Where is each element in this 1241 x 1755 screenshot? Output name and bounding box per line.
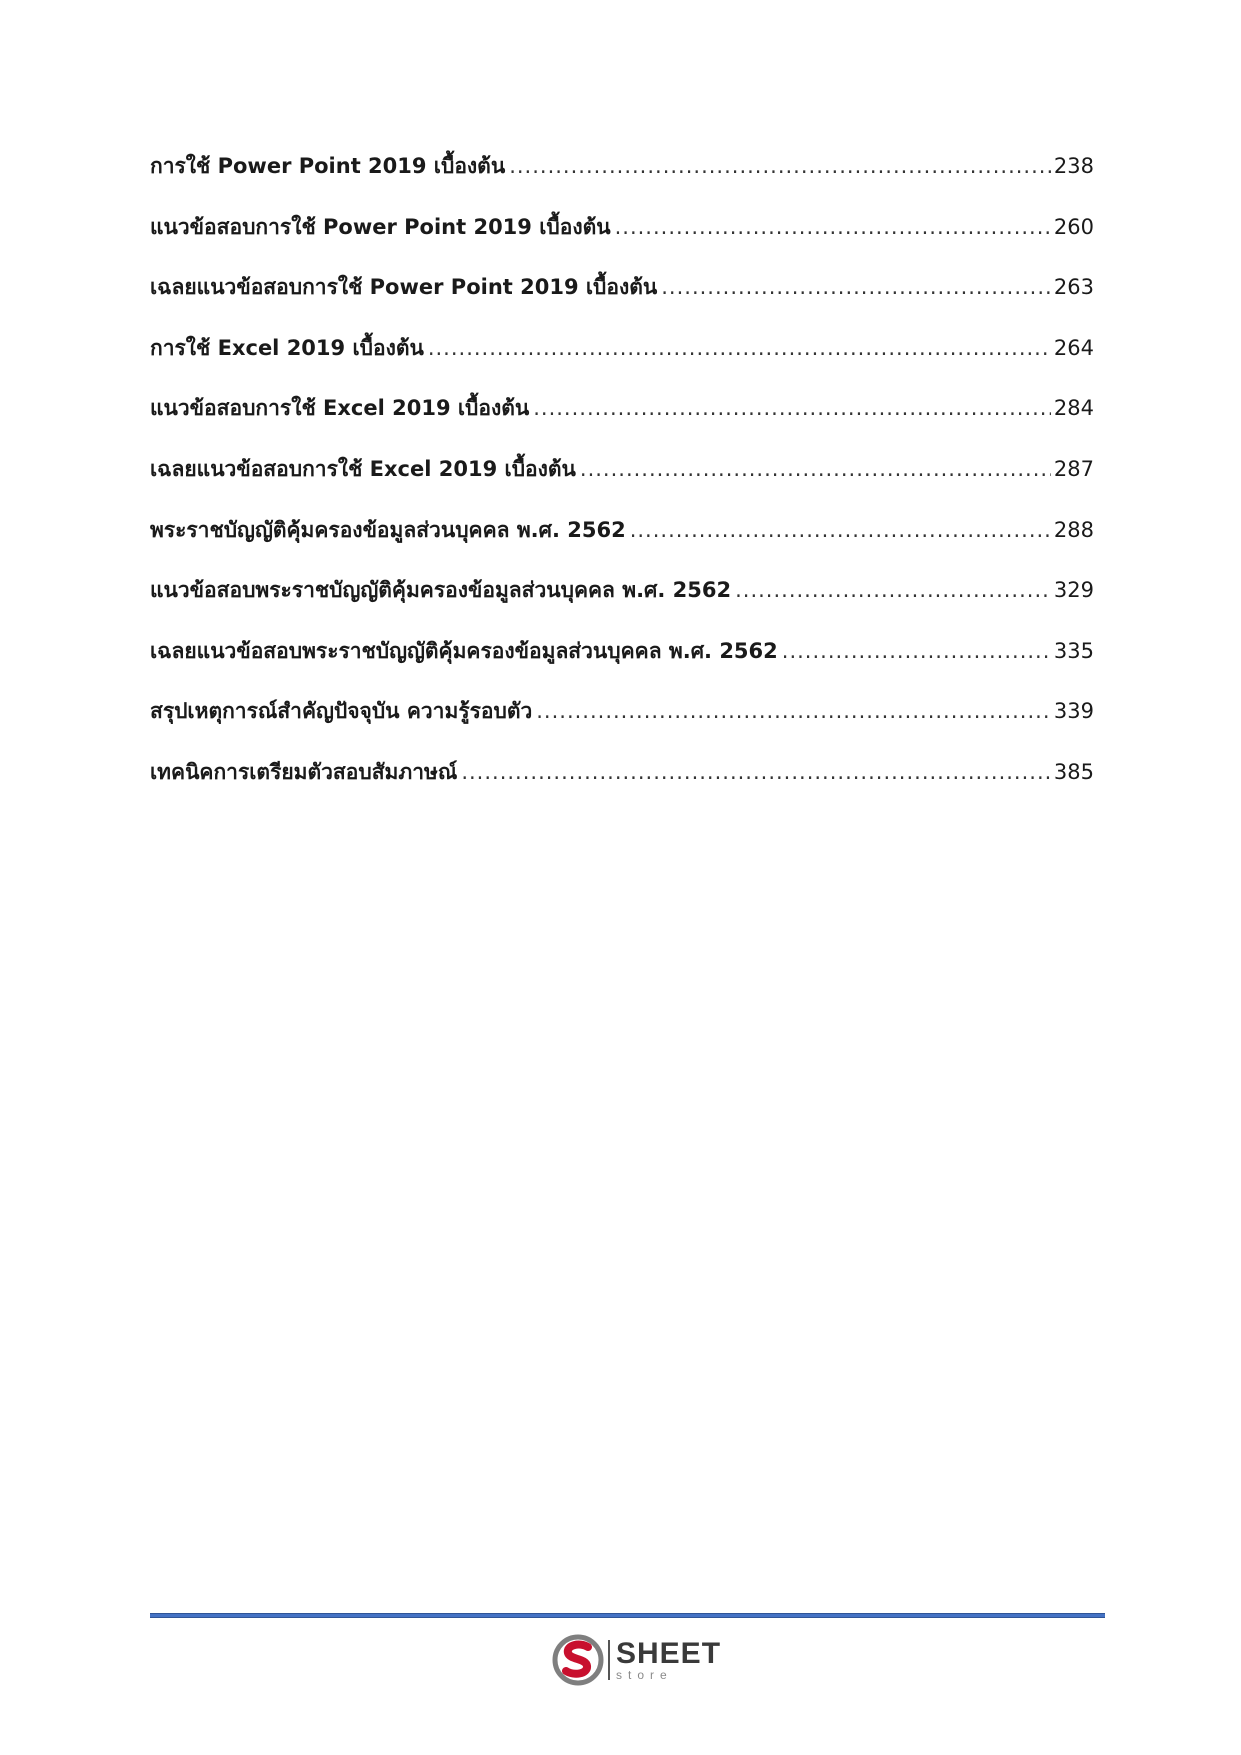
toc-entry-title: สรุปเหตุการณ์สำคัญปัจจุบัน ความรู้รอบตัว	[150, 699, 533, 724]
toc-dot-leader	[782, 639, 1051, 663]
logo-subword: store	[616, 1668, 673, 1682]
logo-separator	[608, 1640, 610, 1680]
toc-entry[interactable]	[150, 756, 1094, 817]
toc-entry[interactable]	[150, 150, 1094, 211]
toc-entry-page: 288	[1053, 517, 1094, 542]
toc-entry[interactable]	[150, 514, 1094, 575]
toc-entry-page: 339	[1053, 699, 1094, 724]
toc-dot-leader	[630, 518, 1051, 542]
toc-entry[interactable]	[150, 695, 1094, 756]
toc-entry-title: แนวข้อสอบการใช้ Power Point 2019 เบื้องต้น	[150, 214, 611, 239]
toc-entry-title: แนวข้อสอบพระราชบัญญัติคุ้มครองข้อมูลส่วนบุคคล พ.ศ. 2562	[150, 578, 732, 603]
toc-dot-leader	[536, 699, 1051, 723]
toc-entry-page: 264	[1053, 335, 1094, 360]
toc-dot-leader	[661, 275, 1051, 299]
toc-entry-page: 284	[1053, 396, 1094, 421]
sheet-store-logo-icon	[552, 1634, 604, 1686]
toc-dot-leader	[735, 578, 1051, 602]
toc-entry-page: 287	[1053, 456, 1094, 481]
toc-entry-title: การใช้ Excel 2019 เบื้องต้น	[150, 335, 424, 360]
toc-dot-leader	[580, 457, 1051, 481]
logo-wordmark	[616, 1639, 721, 1681]
toc-entry[interactable]	[150, 635, 1094, 696]
toc-entry-page: 329	[1053, 578, 1094, 603]
toc-dot-leader	[428, 336, 1051, 360]
toc-entry-title: แนวข้อสอบการใช้ Excel 2019 เบื้องต้น	[150, 396, 530, 421]
toc-entry-page: 260	[1053, 214, 1094, 239]
toc-entry-page: 335	[1053, 638, 1094, 663]
toc-entry[interactable]	[150, 392, 1094, 453]
toc-dot-leader	[461, 760, 1051, 784]
toc-entry[interactable]	[150, 453, 1094, 514]
toc-entry[interactable]	[150, 332, 1094, 393]
toc-entry-title: การใช้ Power Point 2019 เบื้องต้น	[150, 154, 506, 178]
toc-entry-title: เฉลยแนวข้อสอบพระราชบัญญัติคุ้มครองข้อมูลส่วนบุคคล พ.ศ. 2562	[150, 638, 778, 663]
toc-entry[interactable]	[150, 271, 1094, 332]
toc-entry-title: เฉลยแนวข้อสอบการใช้ Excel 2019 เบื้องต้น	[150, 456, 576, 481]
toc-dot-leader	[533, 396, 1051, 420]
toc-entry-title: เทคนิคการเตรียมตัวสอบสัมภาษณ์	[150, 759, 458, 784]
toc-entry-title: เฉลยแนวข้อสอบการใช้ Power Point 2019 เบื้องต้น	[150, 275, 658, 300]
logo-word: SHEET	[616, 1637, 722, 1670]
toc-entry-page: 263	[1053, 275, 1094, 300]
toc-entry[interactable]	[150, 574, 1094, 635]
footer-divider	[150, 1613, 1105, 1618]
toc-entry-page: 238	[1053, 154, 1094, 178]
sheet-store-logo	[552, 1634, 721, 1686]
toc-entry-title: พระราชบัญญัติคุ้มครองข้อมูลส่วนบุคคล พ.ศ. 2562	[150, 517, 626, 542]
table-of-contents	[150, 150, 1094, 817]
toc-entry[interactable]	[150, 211, 1094, 272]
toc-dot-leader	[615, 215, 1051, 239]
toc-dot-leader	[509, 154, 1051, 178]
toc-entry-page: 385	[1053, 759, 1094, 784]
